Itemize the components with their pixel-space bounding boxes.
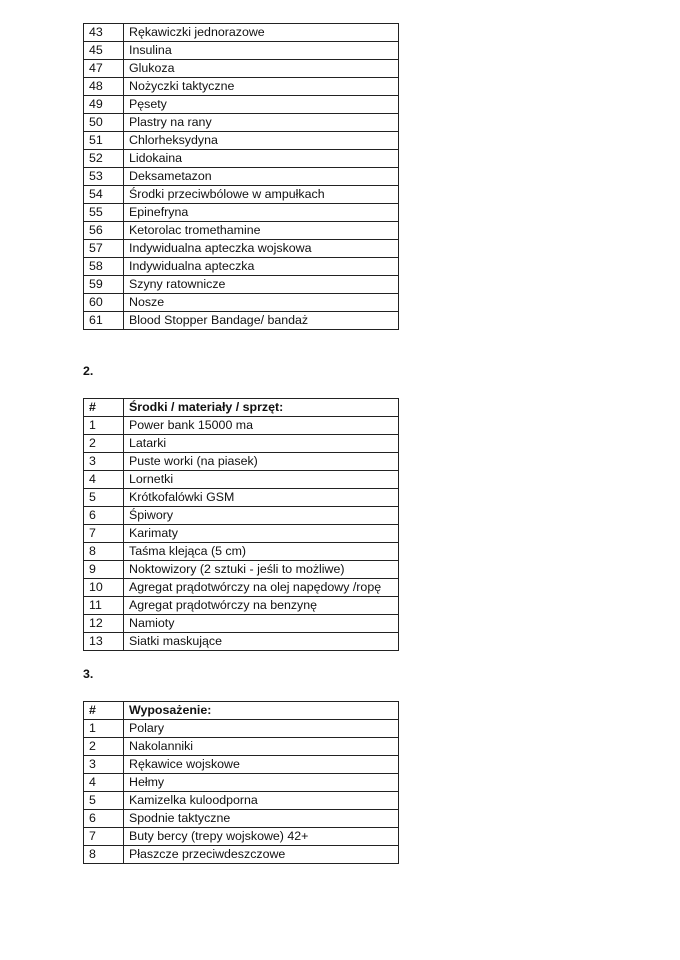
row-number: 2 [84, 738, 124, 756]
row-number: 43 [84, 24, 124, 42]
table-row [84, 471, 399, 489]
row-number: 61 [84, 312, 124, 330]
row-number: 6 [84, 507, 124, 525]
table-row [84, 774, 399, 792]
row-item-name: Lidokaina [124, 150, 399, 168]
row-item-name: Latarki [124, 435, 399, 453]
row-item-name: Rękawice wojskowe [124, 756, 399, 774]
row-item-name: Kamizelka kuloodporna [124, 792, 399, 810]
table-row [84, 846, 399, 864]
row-item-name: Deksametazon [124, 168, 399, 186]
table-row [84, 186, 399, 204]
row-item-name: Chlorheksydyna [124, 132, 399, 150]
medical-supplies-table [83, 23, 399, 330]
row-item-name: Szyny ratownicze [124, 276, 399, 294]
row-number: 10 [84, 579, 124, 597]
row-item-name: Lornetki [124, 471, 399, 489]
row-number: 53 [84, 168, 124, 186]
row-number: 3 [84, 453, 124, 471]
row-item-name: Karimaty [124, 525, 399, 543]
table-row [84, 435, 399, 453]
row-number: 7 [84, 828, 124, 846]
row-item-name: Siatki maskujące [124, 633, 399, 651]
table-row [84, 561, 399, 579]
table-row [84, 579, 399, 597]
row-number: 52 [84, 150, 124, 168]
row-number: 8 [84, 846, 124, 864]
row-item-name: Rękawiczki jednorazowe [124, 24, 399, 42]
row-item-name: Indywidualna apteczka wojskowa [124, 240, 399, 258]
table-row [84, 60, 399, 78]
row-item-name: Spodnie taktyczne [124, 810, 399, 828]
table-row [84, 756, 399, 774]
table-row [84, 615, 399, 633]
table-row [84, 114, 399, 132]
row-number: 1 [84, 720, 124, 738]
row-number: 8 [84, 543, 124, 561]
row-number: 49 [84, 96, 124, 114]
row-number: 57 [84, 240, 124, 258]
row-number: 58 [84, 258, 124, 276]
table-row [84, 42, 399, 60]
column-header-name: Wyposażenie: [124, 702, 399, 720]
row-number: 60 [84, 294, 124, 312]
table-row [84, 24, 399, 42]
row-number: 9 [84, 561, 124, 579]
table-row [84, 150, 399, 168]
row-number: 51 [84, 132, 124, 150]
row-number: 54 [84, 186, 124, 204]
row-item-name: Środki przeciwbólowe w ampułkach [124, 186, 399, 204]
row-number: 50 [84, 114, 124, 132]
section-2-heading: 2. [83, 364, 94, 378]
row-number: 3 [84, 756, 124, 774]
table-row [84, 276, 399, 294]
row-number: 56 [84, 222, 124, 240]
row-item-name: Krótkofalówki GSM [124, 489, 399, 507]
row-item-name: Hełmy [124, 774, 399, 792]
row-number: 13 [84, 633, 124, 651]
materials-equipment-table-body [84, 417, 399, 651]
row-number: 1 [84, 417, 124, 435]
column-header-name: Środki / materiały / sprzęt: [124, 399, 399, 417]
row-number: 5 [84, 792, 124, 810]
row-item-name: Ketorolac tromethamine [124, 222, 399, 240]
row-item-name: Blood Stopper Bandage/ bandaż [124, 312, 399, 330]
row-number: 6 [84, 810, 124, 828]
column-header-number: # [84, 702, 124, 720]
section-3-heading: 3. [83, 667, 94, 681]
table-row [84, 204, 399, 222]
table-row [84, 828, 399, 846]
table-row [84, 78, 399, 96]
row-item-name: Nakolanniki [124, 738, 399, 756]
table-header-row [84, 702, 399, 720]
table-row [84, 294, 399, 312]
row-number: 12 [84, 615, 124, 633]
row-item-name: Noktowizory (2 sztuki - jeśli to możliwe) [124, 561, 399, 579]
row-item-name: Polary [124, 720, 399, 738]
row-number: 4 [84, 774, 124, 792]
table-row [84, 453, 399, 471]
row-item-name: Taśma klejąca (5 cm) [124, 543, 399, 561]
medical-supplies-table-body [84, 24, 399, 330]
table-row [84, 96, 399, 114]
table-row [84, 525, 399, 543]
row-item-name: Nosze [124, 294, 399, 312]
row-number: 45 [84, 42, 124, 60]
table-row [84, 720, 399, 738]
row-item-name: Buty bercy (trepy wojskowe) 42+ [124, 828, 399, 846]
table-row [84, 597, 399, 615]
row-item-name: Epinefryna [124, 204, 399, 222]
row-item-name: Agregat prądotwórczy na olej napędowy /ropę [124, 579, 399, 597]
table-row [84, 132, 399, 150]
row-item-name: Plastry na rany [124, 114, 399, 132]
materials-equipment-table [83, 398, 399, 651]
row-number: 47 [84, 60, 124, 78]
row-number: 2 [84, 435, 124, 453]
row-item-name: Płaszcze przeciwdeszczowe [124, 846, 399, 864]
table-row [84, 240, 399, 258]
table-header-row [84, 399, 399, 417]
row-number: 5 [84, 489, 124, 507]
equipment-table-body [84, 720, 399, 864]
table-row [84, 792, 399, 810]
row-number: 59 [84, 276, 124, 294]
column-header-number: # [84, 399, 124, 417]
table-row [84, 810, 399, 828]
table-row [84, 633, 399, 651]
row-number: 4 [84, 471, 124, 489]
row-number: 7 [84, 525, 124, 543]
table-row [84, 543, 399, 561]
row-item-name: Nożyczki taktyczne [124, 78, 399, 96]
row-item-name: Insulina [124, 42, 399, 60]
row-item-name: Power bank 15000 ma [124, 417, 399, 435]
row-item-name: Glukoza [124, 60, 399, 78]
row-number: 11 [84, 597, 124, 615]
row-item-name: Agregat prądotwórczy na benzynę [124, 597, 399, 615]
table-row [84, 507, 399, 525]
row-item-name: Puste worki (na piasek) [124, 453, 399, 471]
row-item-name: Namioty [124, 615, 399, 633]
table-row [84, 222, 399, 240]
row-number: 48 [84, 78, 124, 96]
table-row [84, 168, 399, 186]
equipment-table [83, 701, 399, 864]
table-row [84, 258, 399, 276]
row-item-name: Śpiwory [124, 507, 399, 525]
row-item-name: Indywidualna apteczka [124, 258, 399, 276]
row-item-name: Pęsety [124, 96, 399, 114]
table-row [84, 738, 399, 756]
row-number: 55 [84, 204, 124, 222]
table-row [84, 489, 399, 507]
table-row [84, 312, 399, 330]
table-row [84, 417, 399, 435]
